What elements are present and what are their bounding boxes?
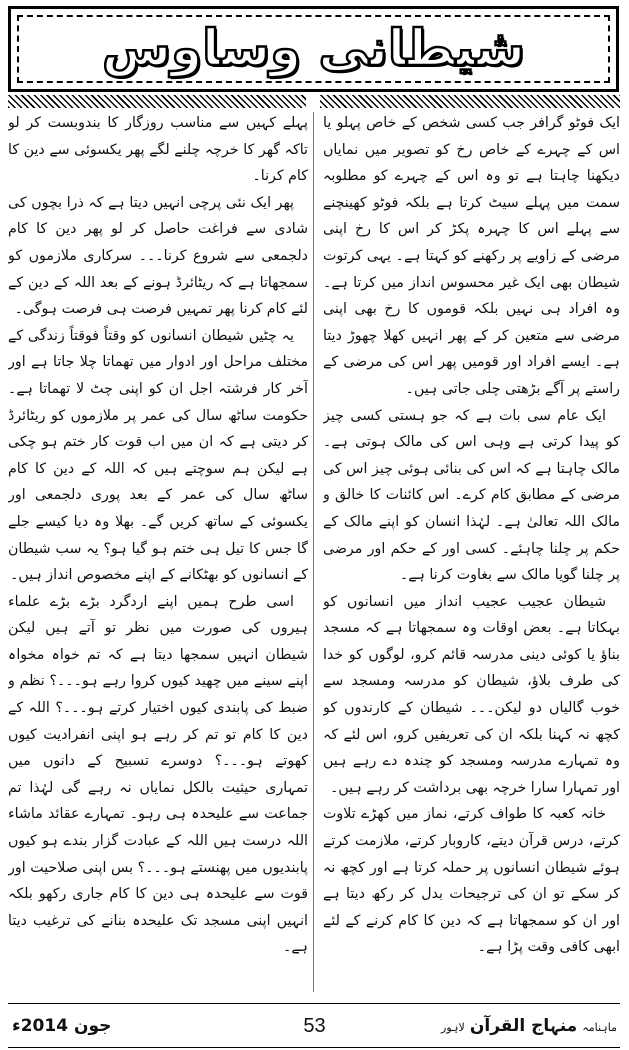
issue-date: جون 2014ء — [12, 1016, 112, 1036]
article-title: شیطانی وساوس — [102, 19, 525, 77]
paragraph: پھر ایک نئی پرچی انہیں دیتا ہے کہ ذرا بچوں کی شادی سے فراغت حاصل کر لو پھر دین کا کام دلجمعی سے شروع کرنا۔۔۔ سرکاری ملازموں کو سمجھاتا ہے کہ ریٹائرڈ ہونے کے بعد اللہ کے دین کے لئے کام کرنا پھر تمہیں فرصت ہی فرصت ہوگی۔ — [8, 194, 308, 318]
paragraph: ایک عام سی بات ہے کہ جو ہستی کسی چیز کو پیدا کرتی ہے وہی اس کی مالک ہوتی ہے۔ مالک چاہتا ہے کہ اس کی بنائی ہوئی چیز اس کی مرضی کے مطابق کام کرے۔ اس کائنات کا خالق و مالک اللہ تعالیٰ ہے۔ لہٰذا انسان کو اپنے مالک کے حکم پر چلنا چاہئے۔ کسی اور کے حکم اور مرضی پر چلنا گویا مالک سے بغاوت کرنا ہے۔ — [323, 407, 620, 584]
footer-rule-top — [8, 1003, 620, 1004]
magazine-prefix: ماہنامہ — [582, 1021, 617, 1034]
magazine-title: منہاج القرآن — [469, 1016, 578, 1036]
title-banner — [8, 6, 619, 92]
right-column — [323, 110, 620, 995]
column-divider — [313, 112, 314, 992]
paragraph: شیطان عجیب عجیب انداز میں انسانوں کو بہکاتا ہے۔ بعض اوقات وہ سمجھاتا ہے کہ مسجد بناؤ یا کوئی دینی مدرسہ قائم کرو، لوگوں کو خدا کی طرف بلاؤ، شیطان کو مدرسہ ومسجد سے خوب گالیاں دو لیکن۔۔۔ شیطان کے کارندوں کو کچھ نہ کہنا بلکہ ان کی تعریفیں کرو، اس لئے کہ وہ تمہارے مدرسہ ومسجد کو چندہ دے رہے ہیں اور تمہارا سارا خرچہ بھی برداشت کر رہے ہیں۔ — [323, 593, 620, 796]
magazine-city: لاہور — [441, 1021, 465, 1034]
paragraph: خانہ کعبہ کا طواف کرتے، نماز میں کھڑے تلاوت کرتے، درس قرآن دیتے، کاروبار کرتے، ملازمت کرتے ہوئے شیطان انسانوں پر حملہ کرتا ہے اور کچھ نہ کر سکے تو ان کی ترجیحات بدل کر رکھ دیتا ہے اور ان کو سمجھاتا ہے کہ دین کا کام کرنے کے لئے ابھی کافی وقت پڑا ہے۔ — [323, 806, 620, 956]
page-footer — [0, 1010, 629, 1044]
left-column — [8, 110, 308, 995]
footer-rule-bottom — [8, 1047, 620, 1048]
paragraph: اسی طرح ہمیں اپنے اردگرد بڑے بڑے علماء ہیروں کی صورت میں نظر تو آتے ہیں لیکن شیطان انہیں سمجھا دیتا ہے کہ تم خواہ مخواہ اپنے سینے میں چھید کیوں کروا رہے ہو۔۔۔؟ نظم و ضبط کی پابندی کیوں اختیار کرتے ہو۔۔۔؟ اللہ کے دین کا کام تو تم کر رہے ہو اپنی انفرادیت کیوں کھوتے ہو۔۔۔؟ دوسرے تسبیح کے دانوں میں تمہاری حیثیت بالکل نمایاں نہ رہے گی لہٰذا تم جماعت سے علیحدہ ہی رہو۔ تمہارے عقائد ماشاء اللہ درست ہیں اللہ کے عبادت گزار بندے ہو کیوں پابندیوں میں پھنستے ہو۔۔۔؟ بس اپنی صلاحیت اور قوت سے علیحدہ ہی دین کا کام جاری رکھو بلکہ انہیں اپنی مسجد تک علیحدہ بنانے کی ترغیب دیتا ہے۔ — [8, 593, 308, 956]
hatch-divider-right — [320, 95, 620, 108]
paragraph: یہ چٹیں شیطان انسانوں کو وقتاً فوقتاً زندگی کے مختلف مراحل اور ادوار میں تھماتا چلا جاتا ہے اور آخر کار فرشتہ اجل ان کو اپنی چٹ لا تھماتا ہے۔ حکومت ساٹھ سال کی عمر پر ملازموں کو ریٹائرڈ کر دیتی ہے کہ ان میں اب قوت کار ختم ہو چکی ہے لیکن ہم سوچتے ہیں کہ اللہ کے دین کا کام ساٹھ سال کی عمر کے بعد پوری دلجمعی اور یکسوئی کے ساتھ کریں گے۔ بھلا وہ دیا کیسے جلے گا جس کا تیل ہی ختم ہو گیا ہو؟ یہ سب شیطان کے انسانوں کو بھٹکانے کے اپنے مخصوص انداز ہیں۔ — [8, 327, 308, 584]
hatch-divider-left — [8, 95, 306, 108]
paragraph: پہلے کہیں سے مناسب روزگار کا بندوبست کر لو تاکہ گھر کا خرچہ چلنے لگے پھر یکسوئی سے دین کا کام کرنا۔ — [8, 115, 308, 185]
page-number: 53 — [303, 1015, 326, 1037]
paragraph: ایک فوٹو گرافر جب کسی شخص کے خاص پہلو یا اس کے چہرے کے خاص رخ کو تصویر میں نمایاں دیکھنا چاہتا ہے تو وہ اس کے چہرے کو مطلوبہ سمت میں پہلے سیٹ کرتا ہے بلکہ فوٹو کھینچنے سے پہلے اس کا چہرہ پکڑ کر اس کا رخ اپنی مرضی کے زاویے پر رکھنے کو کہتا ہے۔ یہی کرتوت شیطان بھی ایک غیر محسوس انداز میں کرتا ہے۔ وہ افراد ہی نہیں بلکہ قوموں کا رخ بھی اپنی مرضی سے متعین کر کے پھر انہیں کھلا چھوڑ دیتا ہے۔ ایسے افراد اور قومیں پھر اس کی مرضی کے راستے پر آگے بڑھتی چلی جاتی ہیں۔ — [323, 115, 620, 397]
